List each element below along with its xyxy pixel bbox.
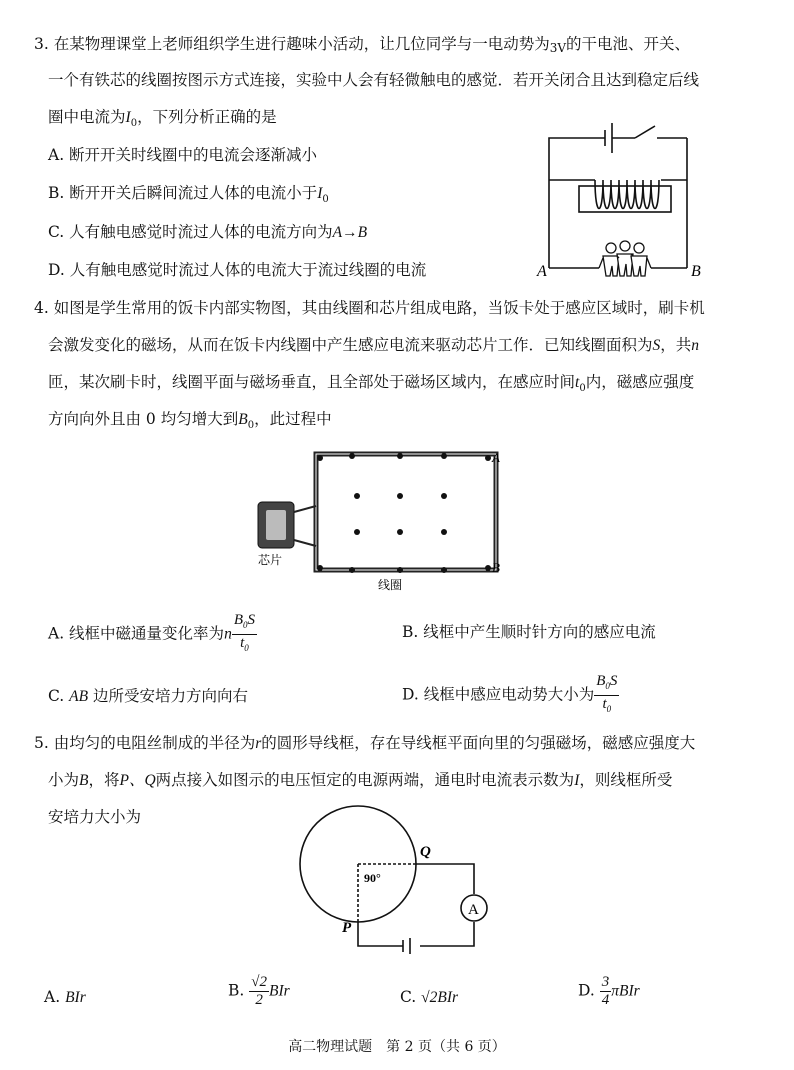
q4-stem-line1: 4. 如图是学生常用的饭卡内部实物图，其由线圈和芯片组成电路，当饭卡处于感应区域时，刷卡机 (34, 299, 705, 317)
q5-label-q: Q (420, 844, 431, 860)
q4-option-d[interactable]: D. 线框中感应电动势大小为 $\frac{B_0S}{t_0}$ (402, 673, 618, 714)
q3-stem-line2: 一个有铁芯的线圈按图示方式连接，实验中人会有轻微触电的感觉．若开关闭合且达到稳定后线 (48, 71, 700, 89)
people-icon (599, 241, 651, 276)
q5-option-a[interactable]: A. BIr (44, 988, 86, 1006)
q3-stem-line1: 3. 在某物理课堂上老师组织学生进行趣味小活动，让几位同学与一电动势为3V的干电池、开关、 (34, 35, 691, 55)
q5-label-p: P (342, 920, 352, 936)
q4-option-c[interactable]: C. AB 边所受安培力方向向右 (48, 687, 249, 705)
q4-coil-label: 线圈 (378, 578, 403, 592)
q5-option-d[interactable]: D. $\frac{3}{4}$ πBIr (578, 974, 640, 1008)
q5-stem-line2: 小为B，将P、Q两点接入如图示的电压恒定的电源两端，通电时电流表示数为I，则线框所受 (48, 771, 673, 789)
q4-card-figure (252, 446, 522, 596)
q4-stem-line3: 匝，某次刷卡时，线圈平面与磁场垂直，且全部处于磁场区域内，在感应时间$t_0$内，磁感应强度 (48, 373, 695, 395)
q3-label-b: B (691, 263, 701, 280)
q4-option-a[interactable]: A. 线框中磁通量变化率为n $\frac{B_0S}{t_0}$ (48, 612, 255, 653)
q4-label-b: B (492, 560, 500, 575)
q3-option-b[interactable]: B. 断开开关后瞬间流过人体的电流小于$I_0$ (48, 184, 329, 206)
q4-option-b[interactable]: B. 线框中产生顺时针方向的感应电流 (402, 623, 656, 641)
q3-circuit-figure (535, 118, 715, 283)
q4-stem-line2: 会激发变化的磁场，从而在饭卡内线圈中产生感应电流来驱动芯片工作．已知线圈面积为S，共n (48, 336, 700, 354)
q5-stem-line3: 安培力大小为 (48, 808, 142, 826)
ammeter-label: A (468, 902, 479, 918)
q3-option-a[interactable]: A. 断开开关时线圈中的电流会逐渐减小 (48, 146, 318, 164)
q5-circuit-figure (290, 800, 500, 960)
q4-stem-line4: 方向向外且由 0 均匀增大到$B_0$，此过程中 (48, 410, 332, 432)
q3-option-c[interactable]: C. 人有触电感觉时流过人体的电流方向为A→B (48, 223, 368, 241)
q4-label-a: A (492, 450, 500, 465)
q3-option-d[interactable]: D. 人有触电感觉时流过人体的电流大于流过线圈的电流 (48, 261, 427, 279)
q4-chip-label: 芯片 (258, 553, 283, 567)
q5-option-b[interactable]: B. $\frac{√2}{2}$ BIr (228, 974, 290, 1008)
q5-option-c[interactable]: C. √2BIr (400, 988, 459, 1006)
page-footer: 高二物理试题 第 2 页（共 6 页） (288, 1039, 506, 1055)
q3-stem-line3: 圈中电流为$I_0$，下列分析正确的是 (48, 108, 277, 130)
q5-stem-line1: 5. 由均匀的电阻丝制成的半径为r的圆形导线框，存在导线框平面向里的匀强磁场，磁感应强度大 (34, 734, 696, 752)
q5-angle-label: 90° (364, 871, 381, 885)
q3-label-a: A (537, 263, 547, 280)
q3-emf: 3V (549, 41, 567, 55)
